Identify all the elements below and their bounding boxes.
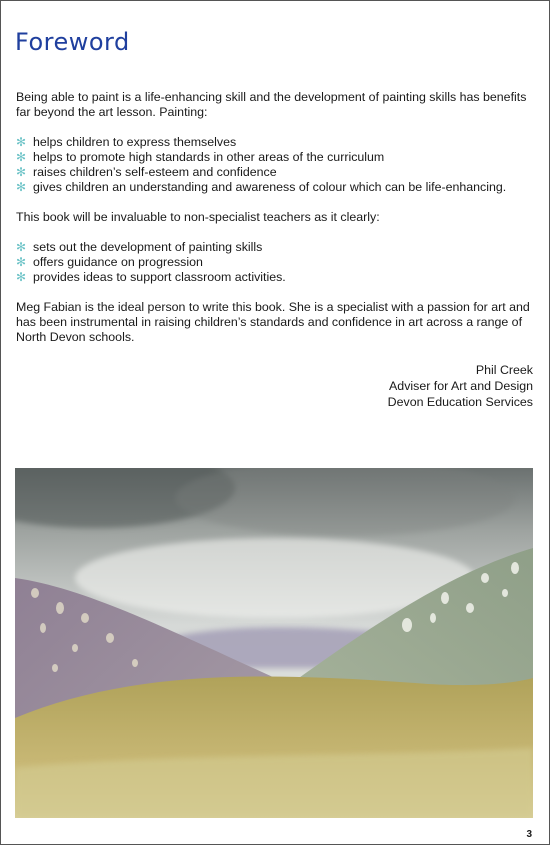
- list-item: ✻ gives children an understanding and awareness of colour which can be life-enhancing.: [16, 180, 507, 194]
- asterisk-star-icon: ✻: [16, 165, 27, 179]
- list-item: ✻ provides ideas to support classroom activities.: [16, 270, 286, 284]
- list-item: ✻ raises children’s self-esteem and confidence: [16, 165, 277, 179]
- asterisk-star-icon: ✻: [16, 255, 27, 269]
- list-item: ✻ sets out the development of painting skills: [16, 240, 263, 254]
- signature-name: Phil Creek: [475, 363, 533, 377]
- book-benefits-list: [16, 240, 536, 285]
- book-intro-paragraph: This book will be invaluable to non-specialist teachers as it clearly:: [16, 210, 380, 224]
- intro-paragraph: Being able to paint is a life-enhancing skill and the development of painting skills has benefits far beyond the art lesson. Painting:: [16, 90, 527, 119]
- author-paragraph: Meg Fabian is the ideal person to write this book. She is a specialist with a passion for art and has been instrumental in raising children’s standards and confidence in art across a range of North Devon schools.: [16, 300, 530, 344]
- foreword-body: [16, 90, 536, 360]
- asterisk-star-icon: ✻: [16, 270, 27, 284]
- watercolour-landscape-painting: [15, 468, 533, 818]
- list-item: ✻ offers guidance on progression: [16, 255, 203, 269]
- signature-organisation: Devon Education Services: [387, 395, 533, 409]
- list-item: ✻ helps children to express themselves: [16, 135, 237, 149]
- painting-benefits-list: [16, 135, 536, 195]
- signature-block: [388, 362, 533, 410]
- signature-role: Adviser for Art and Design: [389, 379, 533, 393]
- asterisk-star-icon: ✻: [16, 150, 27, 164]
- page-title: Foreword: [15, 28, 130, 56]
- asterisk-star-icon: ✻: [16, 180, 27, 194]
- page-number: 3: [526, 829, 532, 840]
- asterisk-star-icon: ✻: [16, 240, 27, 254]
- list-item: ✻ helps to promote high standards in other areas of the curriculum: [16, 150, 385, 164]
- asterisk-star-icon: ✻: [16, 135, 27, 149]
